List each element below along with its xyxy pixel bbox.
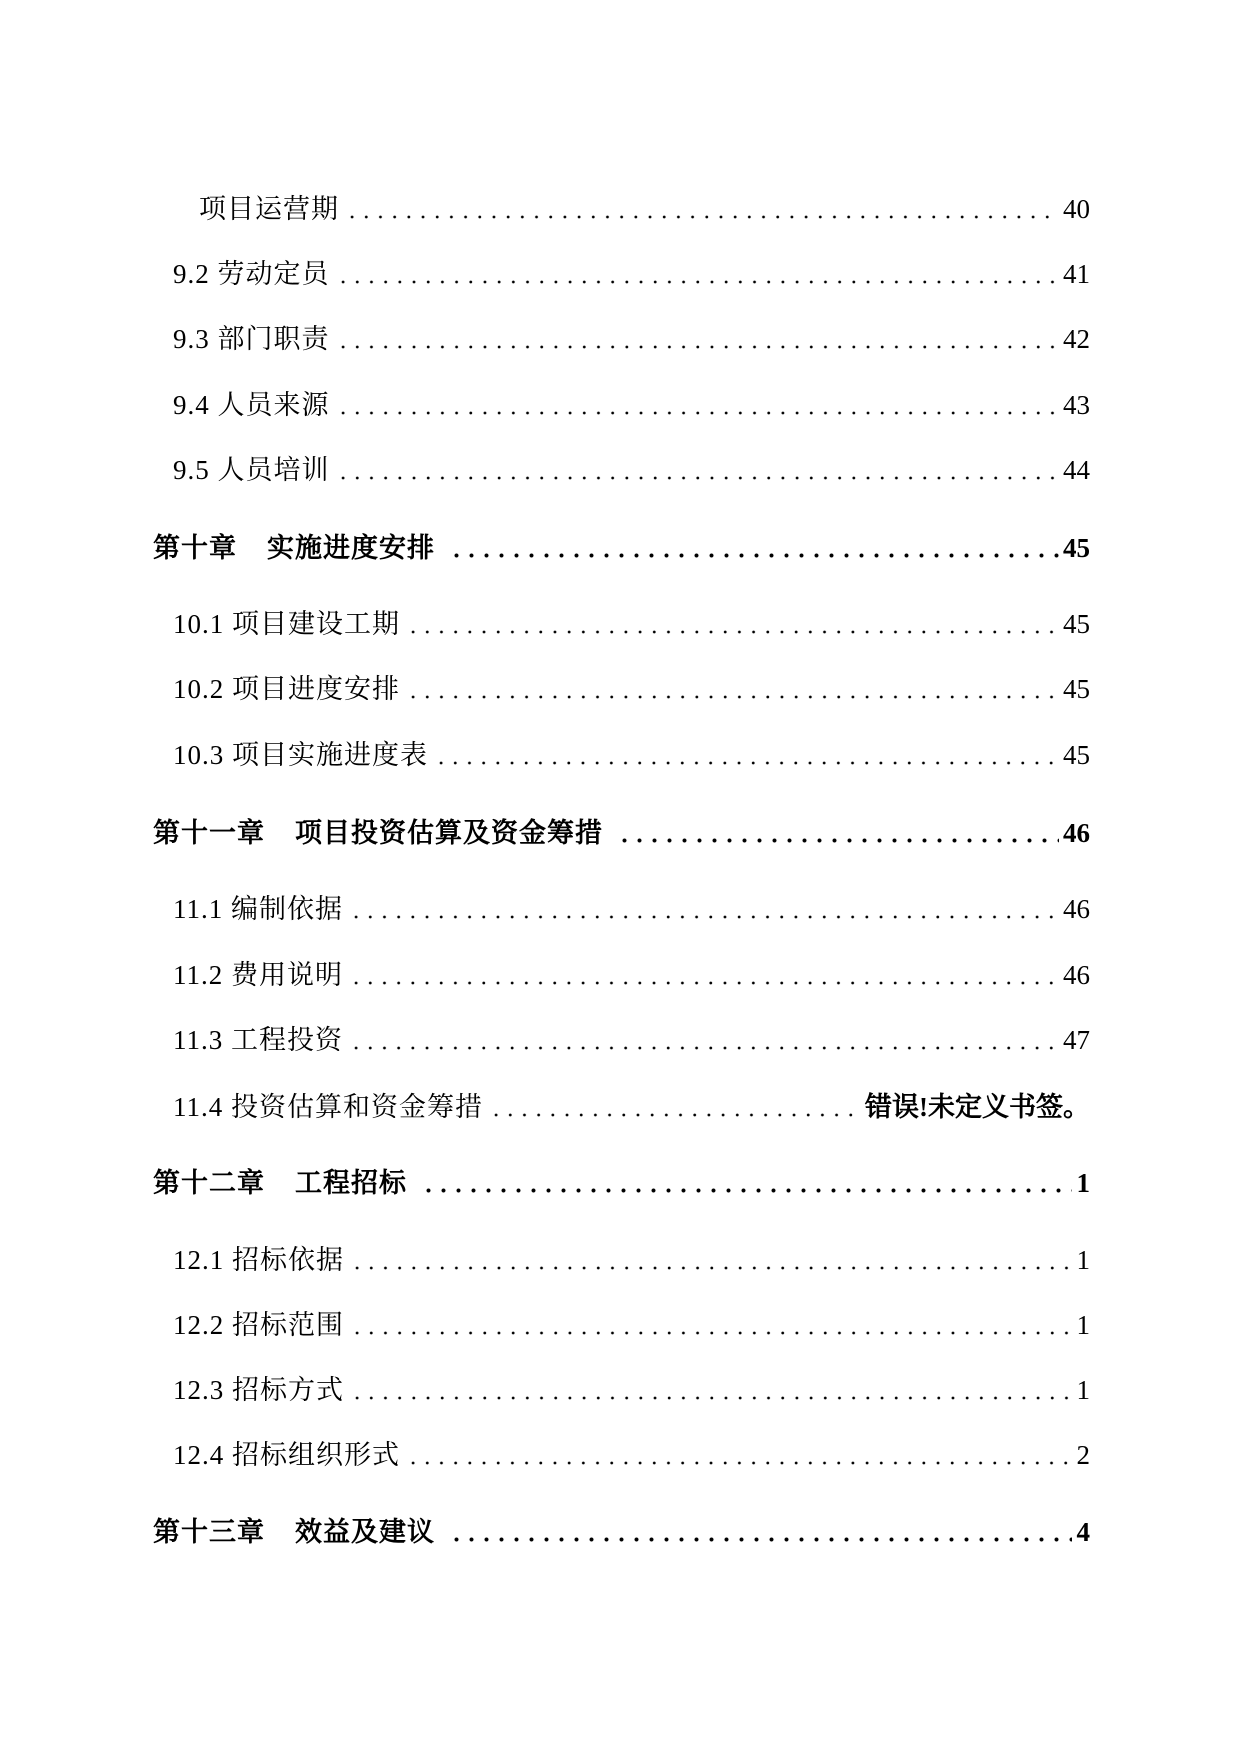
toc-entry[interactable] (173, 739, 1090, 771)
toc-entry[interactable] (173, 1091, 1090, 1123)
toc-chapter-entry[interactable] (153, 532, 1090, 564)
toc-entry-label: 11.4 投资估算和资金筹措 (173, 1092, 483, 1122)
dot-leader (350, 1309, 1072, 1341)
toc-entry[interactable] (173, 389, 1090, 421)
toc-entry-page-number: 1 (1076, 1310, 1090, 1340)
toc-chapter-title: 工程招标 (295, 1168, 407, 1198)
toc-entry-label: 10.2 项目进度安排 (173, 674, 400, 704)
toc-entry-label: 12.3 招标方式 (173, 1375, 344, 1405)
toc-entry[interactable] (173, 454, 1090, 486)
toc-entry[interactable] (173, 1374, 1090, 1406)
toc-entry-label: 10.3 项目实施进度表 (173, 740, 428, 770)
toc-chapter-entry[interactable] (153, 1516, 1090, 1548)
dot-leader (345, 193, 1059, 225)
toc-entry[interactable] (173, 673, 1090, 705)
dot-leader (406, 608, 1059, 640)
toc-entry-label: 9.4 人员来源 (173, 390, 330, 420)
dot-leader (421, 1167, 1072, 1199)
toc-entry-label: 项目运营期 (199, 194, 339, 224)
toc-chapter-title: 效益及建议 (295, 1517, 435, 1547)
dot-leader (434, 739, 1059, 771)
toc-entry-page-number: 46 (1063, 960, 1090, 990)
toc-entry-page-number: 45 (1063, 609, 1090, 639)
dot-leader (350, 1374, 1072, 1406)
toc-entry-page-number: 41 (1063, 259, 1090, 289)
toc-chapter-page-number: 46 (1063, 818, 1090, 848)
toc-entry-label: 10.1 项目建设工期 (173, 609, 400, 639)
toc-chapter-entry[interactable] (153, 1167, 1090, 1199)
toc-entry[interactable] (173, 1244, 1090, 1276)
toc-entry-page-number: 43 (1063, 390, 1090, 420)
toc-entry[interactable] (173, 1309, 1090, 1341)
toc-entry[interactable] (199, 193, 1090, 225)
toc-entry-page-number: 47 (1063, 1025, 1090, 1055)
toc-entry-label: 12.1 招标依据 (173, 1245, 344, 1275)
toc-entry[interactable] (173, 608, 1090, 640)
dot-leader (406, 673, 1059, 705)
toc-entry-page-number: 40 (1063, 194, 1090, 224)
toc-entry-label: 9.5 人员培训 (173, 455, 330, 485)
dot-leader (336, 258, 1060, 290)
toc-chapter-page-number: 1 (1076, 1168, 1090, 1198)
toc-entry-label: 12.2 招标范围 (173, 1310, 344, 1340)
dot-leader (336, 454, 1060, 486)
bookmark-error-text: 错误!未定义书签。 (865, 1092, 1090, 1122)
dot-leader (449, 1516, 1072, 1548)
toc-chapter-number: 第十章 (153, 533, 237, 563)
toc-entry-label: 9.3 部门职责 (173, 324, 330, 354)
toc-chapter-number: 第十一章 (153, 818, 265, 848)
dot-leader (349, 1024, 1059, 1056)
toc-chapter-title: 项目投资估算及资金筹措 (295, 818, 603, 848)
toc-entry-label: 11.2 费用说明 (173, 960, 343, 990)
toc-entry-label: 11.3 工程投资 (173, 1025, 343, 1055)
toc-entry[interactable] (173, 323, 1090, 355)
toc-entry[interactable] (173, 258, 1090, 290)
dot-leader (336, 389, 1060, 421)
toc-chapter-entry[interactable] (153, 817, 1090, 849)
toc-chapter-title: 实施进度安排 (267, 533, 435, 563)
toc-chapter-number: 第十二章 (153, 1168, 265, 1198)
dot-leader (617, 817, 1059, 849)
dot-leader (349, 893, 1059, 925)
toc-entry-page-number: 42 (1063, 324, 1090, 354)
toc-entry-label: 12.4 招标组织形式 (173, 1440, 400, 1470)
toc-entry-label: 9.2 劳动定员 (173, 259, 330, 289)
dot-leader (449, 532, 1059, 564)
dot-leader (336, 323, 1060, 355)
toc-entry-page-number: 46 (1063, 894, 1090, 924)
dot-leader (349, 959, 1059, 991)
toc-entry-label: 11.1 编制依据 (173, 894, 343, 924)
toc-entry[interactable] (173, 1439, 1090, 1471)
toc-entry-page-number: 44 (1063, 455, 1090, 485)
toc-entry-page-number: 45 (1063, 740, 1090, 770)
toc-entry[interactable] (173, 893, 1090, 925)
toc-entry-page-number: 2 (1076, 1440, 1090, 1470)
dot-leader (489, 1091, 861, 1123)
toc-entry-page-number: 1 (1076, 1375, 1090, 1405)
dot-leader (406, 1439, 1072, 1471)
toc-entry-page-number: 45 (1063, 674, 1090, 704)
toc-entry-page-number: 1 (1076, 1245, 1090, 1275)
toc-chapter-page-number: 45 (1063, 533, 1090, 563)
dot-leader (350, 1244, 1072, 1276)
toc-entry[interactable] (173, 1024, 1090, 1056)
toc-chapter-number: 第十三章 (153, 1517, 265, 1547)
toc-entry[interactable] (173, 959, 1090, 991)
toc-chapter-page-number: 4 (1076, 1517, 1090, 1547)
